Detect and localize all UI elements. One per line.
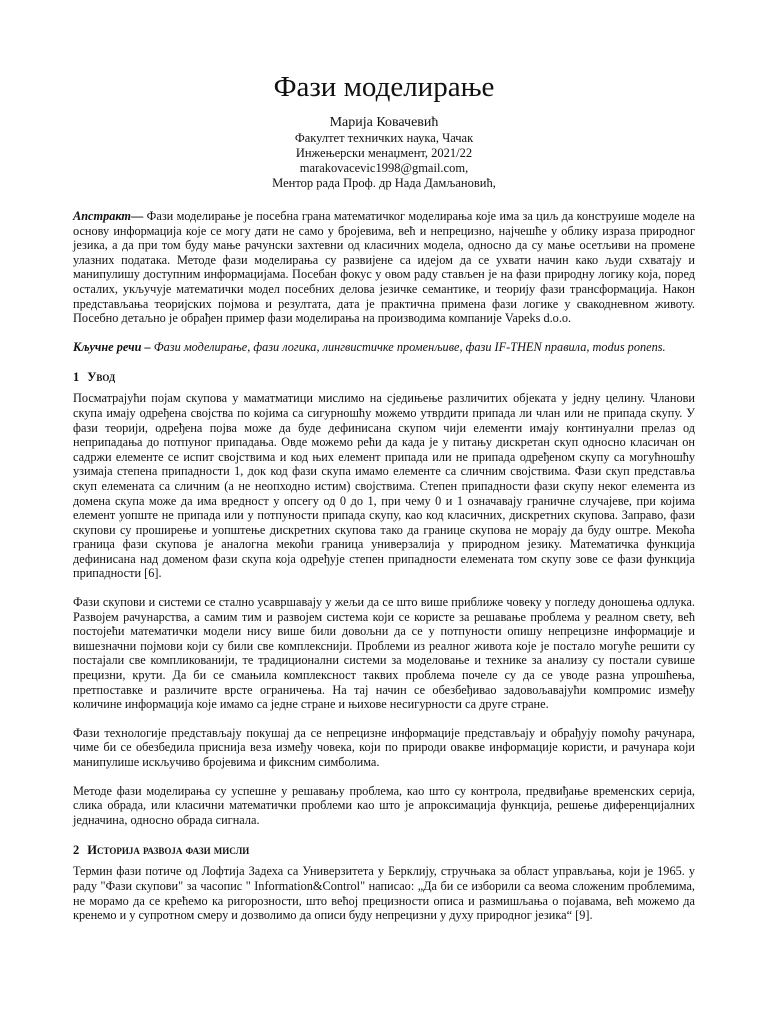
author-name: Марија Ковачевић: [329, 115, 439, 130]
body-paragraph: Посматрајући појам скупова у маматматици мислимо на сједињење различитих објеката у једну целину. Чланови скупа имају одређена својства по којима са сигурношћу можемо утврдити припада ли члан или не припада скупу. У фази теорији, одређена појва може да буде дефинисана скупом чији елементи имају континуални прелаз од неприпадања до потпуног припадања. Овде можемо рећи да када је у питању дискретан скуп односно класичан он садржи елементе се испит својствима и код њих елемент припада или не припада одређеном скупу са могућношћу узимаја степена припадности 1, док код фази скупа имамо елементе са сличним својствима. Фази скуп представља скуп елемената са сличним (а не неопходно истим) својствима. Степен припадности фази скупу неког елемента из домена скупа може да има вредност у опсегу од 0 до 1, при чему 0 и 1 означавају граничне случајеве, при којима елемент уопште не припада или у потпуности припада скупу, као код класичних, дискретних скупова. Заправо, фази скупови су проширење и уопштење дискретних скупова тако да границе скупова не морају да буду оштре. Мекоћа граница фази скупова је аналогна мекоћи граница универзалија у природном језику. Математичка функција дефинисана над доменом фази скупа која одређује степен припадности елемената том скупу зове се фази функција припадности [6].: [73, 391, 695, 581]
section-number: 2: [73, 843, 80, 858]
mentor-line: Ментор рада Проф. др Нада Дамљановић,: [272, 176, 496, 190]
abstract-text: Фази моделирање је посебна грана математичког моделирања које има за циљ да конструише моделе на основу информација које се могу дати не само у бројевима, већ и непрецизно, најчешће у облику израза природног језика, а да при том буду мање рачунски захтевни од класичних модела, односно да су мање осетљиви на промене улазних података. Методе фази моделирања су развијене са идејом да се ухвати начин како људи схватају и манипулишу доступним информацијама. Посебан фокус у овом раду стављен је на фази природну логику која, поред осталих, укључује математички модел посебних делова језичке семантике, и теорију фази трансформација. Након представљања теоријских појмова и резултата, дата је практична примена фази логике у свакодневном животу. Посебно детаљно је обрађен пример фази моделирања на производима компаније Vapeks d.o.o.: [73, 209, 695, 326]
keywords: [73, 340, 695, 355]
section-number: 1: [73, 370, 80, 385]
paper-title: Фази моделирање: [273, 71, 495, 103]
affiliation-program: Инжењерски менаџмент, 2021/22: [295, 146, 473, 160]
section-title: Историја развоја фази мисли: [87, 843, 250, 858]
body-paragraph: Методе фази моделирања су успешне у решавању проблема, као што су контрола, предвиђање временских серија, слика обрада, или класични математички проблеми као што је апроксимација функција, решење диференцијалних једначина, односно обрада сигнала.: [73, 783, 695, 827]
keywords-label: Кључне речи –: [73, 339, 151, 354]
body-paragraph: Термин фази потиче од Лофтија Задеха са Универзитета у Берклију, стручњака за област управљања, који је 1965. у раду "Фази скупови" за часопис " Information&Control" написао: „Да би се изборили са веома сложеним проблемима, не морамо да се крећемо ка ригорозности, што већој прецизности описа и размишљања о појавама, већ можемо да кренемо и у супротном смеру и дозволимо да описи буду непрецизни у духу природног језика“ [9].: [73, 864, 695, 923]
affiliation-faculty: Факултет техничких наука, Чачак: [294, 131, 474, 145]
abstract-label: Апстракт—: [73, 209, 144, 223]
section-heading-introduction: [73, 370, 695, 385]
body-paragraph: Фази скупови и системи се стално усавршавају у жељи да се што више приближе човеку у погледу доношења одлука. Развојем рачунарства, а самим тим и развојем система који се користе за решавање проблема у реалном свету, већ постојећи математички модели нису више били довољни да се у потпуности опишу непрецизне информације и вишезначни појмови који су били све комплекснији. Проблеми из реалног живота које је постало могуће решити су постајали све компликованији, те традиционални системи за моделовање и технике за анализу су постали сувише прецизни, крути. Да би се смањила комплексност таквих проблема почеле су да се уводе разна упрошћења, претпоставке и различите врсте ограничења. На тај начин се обезбеђивао задовољавајући компромис између количине информација које имамо са једне стране и њихове несигурности са друге стране.: [73, 595, 695, 712]
keywords-text: Фази моделирање, фази логика, лингвистичке променљиве, фази IF-THEN правила, modus ponens.: [150, 339, 666, 354]
section-title: Увод: [87, 370, 116, 385]
section-heading-history: [73, 843, 695, 858]
author-email: marakovacevic1998@gmail.com,: [299, 161, 469, 175]
body-paragraph: Фази технологије представљају покушај да се непрецизне информације представљају и обрађују помоћу рачунара, чиме би се обезбедила приснија веза између човека, који по природи овакве информације користи, и рачунара који манипулише искључиво бројевима и фиксним симболима.: [73, 725, 695, 769]
abstract: [73, 209, 695, 326]
